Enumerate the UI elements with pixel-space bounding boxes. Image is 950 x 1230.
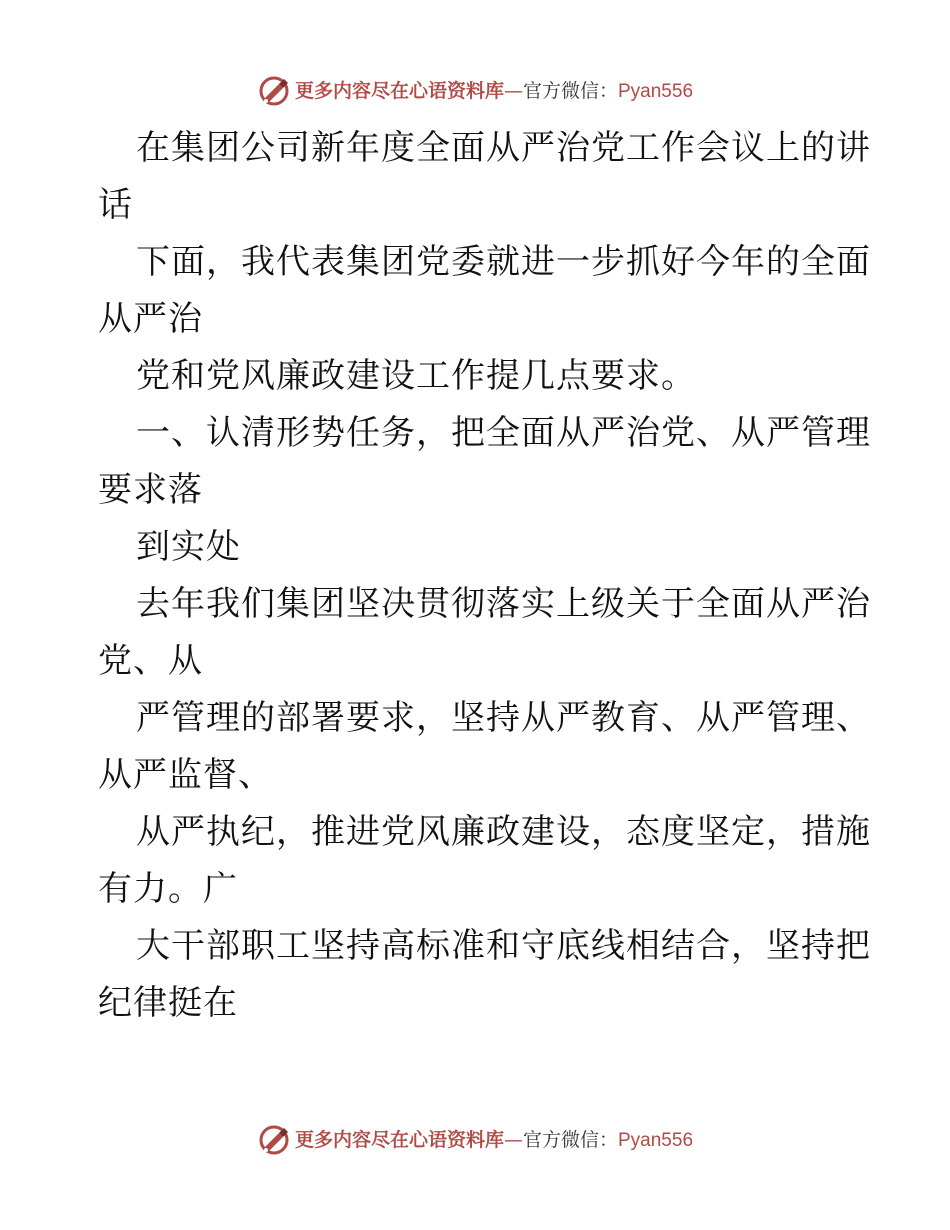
footer-watermark bbox=[0, 1120, 950, 1160]
paragraph-line: 下面，我代表集团党委就进一步抓好今年的全面 bbox=[136, 242, 871, 282]
section-heading-line: 到实处 bbox=[136, 527, 241, 567]
watermark-separator: — bbox=[503, 79, 523, 102]
header-watermark bbox=[0, 71, 950, 111]
pen-logo-icon bbox=[257, 1123, 291, 1157]
document-body bbox=[98, 120, 871, 1032]
paragraph-line: 从严治 bbox=[98, 299, 203, 339]
pen-logo-icon bbox=[257, 74, 291, 108]
paragraph-line: 党、从 bbox=[98, 641, 203, 681]
document-title-line: 话 bbox=[98, 185, 133, 225]
watermark-text bbox=[294, 79, 694, 102]
paragraph-line: 严管理的部署要求，坚持从严教育、从严管理、 bbox=[136, 698, 871, 738]
paragraph-line: 去年我们集团坚决贯彻落实上级关于全面从严治 bbox=[136, 584, 871, 624]
watermark-text bbox=[294, 1128, 694, 1151]
paragraph-line: 党和党风廉政建设工作提几点要求。 bbox=[136, 356, 696, 396]
document-title-line: 在集团公司新年度全面从严治党工作会议上的讲 bbox=[136, 128, 871, 168]
section-heading-line: 要求落 bbox=[98, 470, 203, 510]
watermark-separator: — bbox=[503, 1128, 523, 1151]
paragraph-line: 有力。广 bbox=[98, 869, 238, 909]
watermark-wechat-id: Pyan556 bbox=[618, 1129, 694, 1151]
watermark-brand: 更多内容尽在心语资料库 bbox=[294, 79, 504, 102]
watermark-wechat-id: Pyan556 bbox=[618, 80, 694, 102]
watermark-label: 官方微信： bbox=[522, 79, 618, 102]
watermark-label: 官方微信： bbox=[522, 1128, 618, 1151]
section-heading-line: 一、认清形势任务，把全面从严治党、从严管理 bbox=[136, 413, 871, 453]
paragraph-line: 纪律挺在 bbox=[98, 983, 238, 1023]
paragraph-line: 从严监督、 bbox=[98, 755, 273, 795]
paragraph-line: 大干部职工坚持高标准和守底线相结合，坚持把 bbox=[136, 926, 871, 966]
paragraph-line: 从严执纪，推进党风廉政建设，态度坚定，措施 bbox=[136, 812, 871, 852]
watermark-brand: 更多内容尽在心语资料库 bbox=[294, 1128, 504, 1151]
